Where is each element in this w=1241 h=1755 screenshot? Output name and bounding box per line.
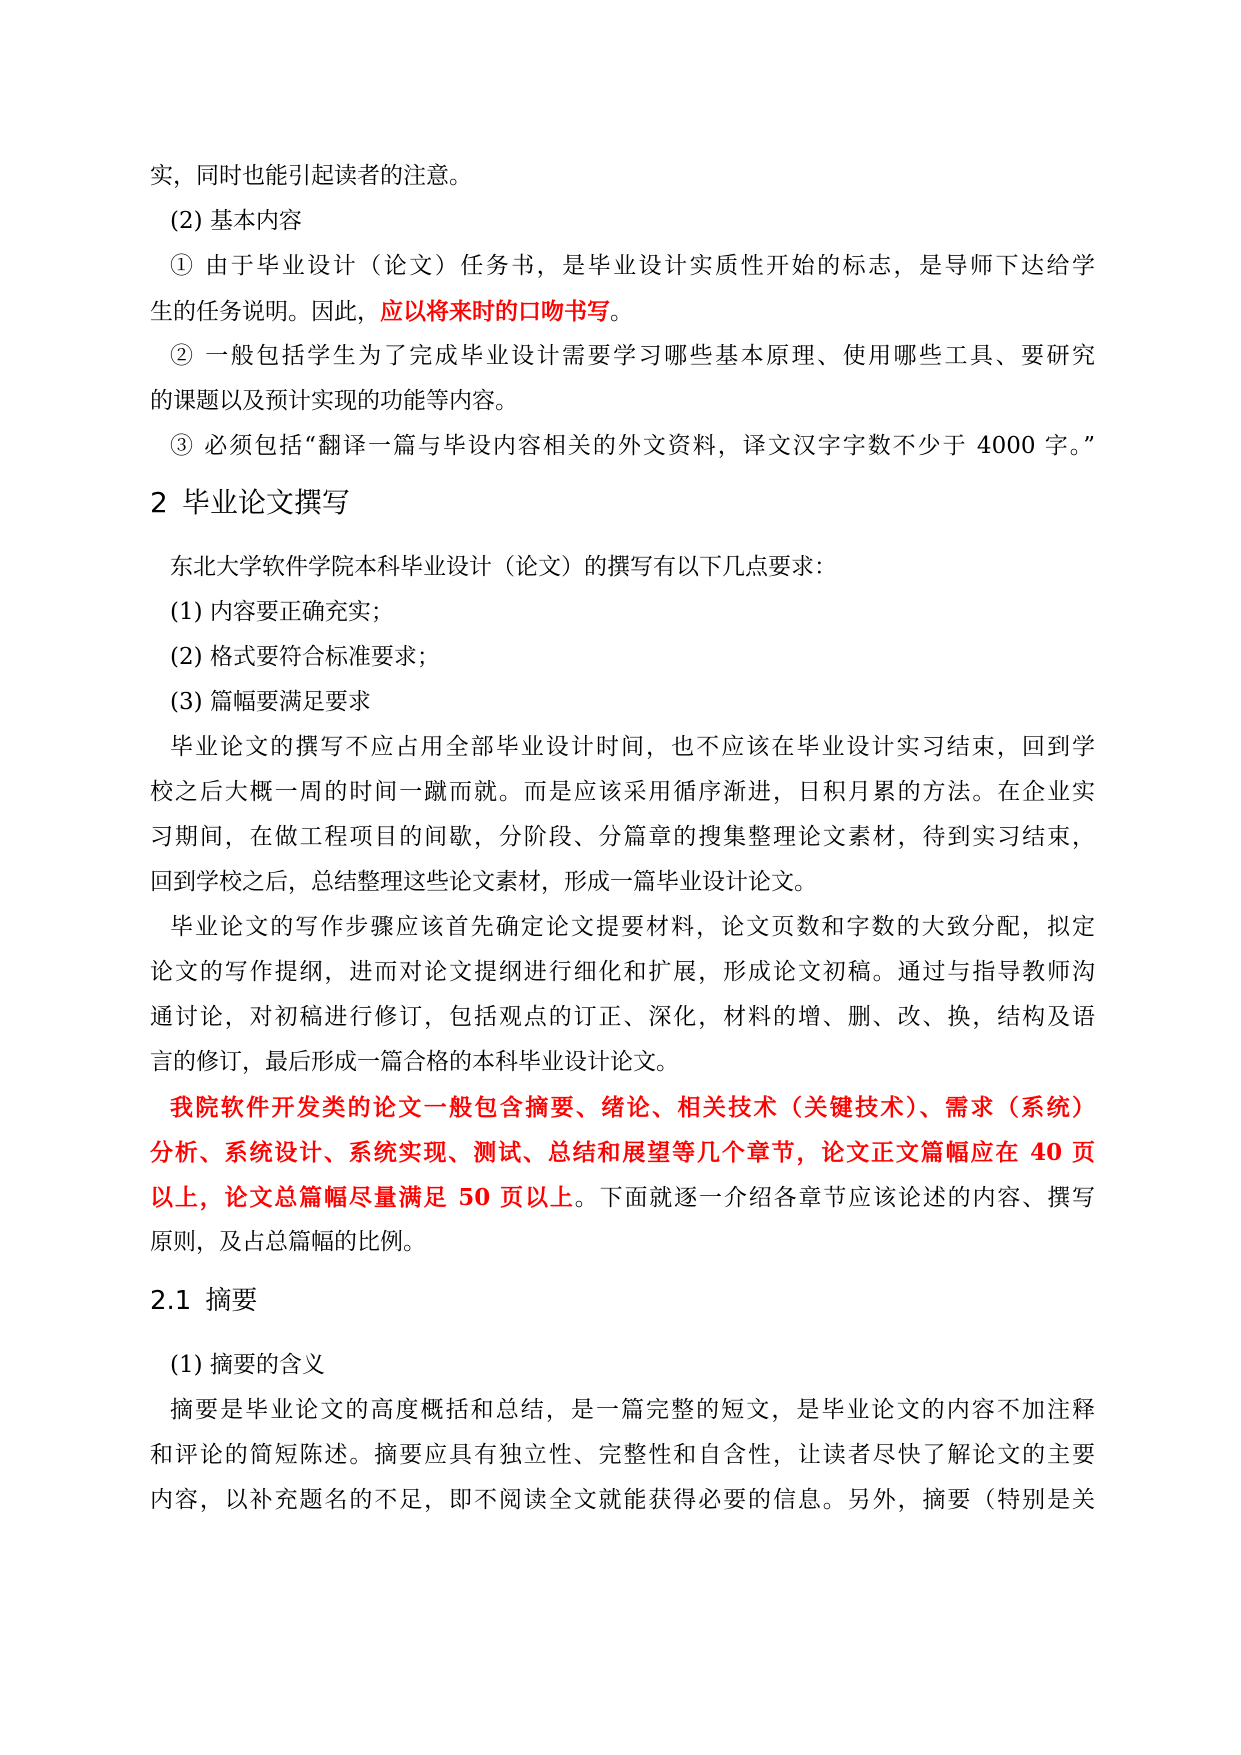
- section-intro: 东北大学软件学院本科毕业设计（论文）的撰写有以下几点要求：: [170, 554, 837, 580]
- section-title: 摘要: [205, 1286, 258, 1316]
- section-heading-2: [150, 483, 1095, 523]
- paragraph-2-line-3: 通讨论，对初稿进行修订，包括观点的订正、深化，材料的增、删、改、换，结构及语: [150, 1004, 1095, 1030]
- requirement-2: (2) 格式要符合标准要求；: [170, 644, 440, 670]
- paragraph-2-line-1: 毕业论文的写作步骤应该首先确定论文提要材料，论文页数和字数的大致分配，拟定: [170, 914, 1095, 940]
- list-item-1-line-1: ① 由于毕业设计（论文）任务书，是毕业设计实质性开始的标志，是导师下达给学: [170, 253, 1095, 279]
- paragraph-3-line-1: 我院软件开发类的论文一般包含摘要、绪论、相关技术（关键技术）、需求（系统）: [170, 1094, 1095, 1121]
- paragraph-4-line-3: 内容，以补充题名的不足，即不阅读全文就能获得必要的信息。另外，摘要（特别是关: [150, 1487, 1095, 1513]
- document-page: [150, 154, 1095, 1523]
- highlighted-text: 以上，论文总篇幅尽量满足 50 页以上: [150, 1184, 575, 1211]
- paragraph-line: 实，同时也能引起读者的注意。: [150, 163, 472, 189]
- requirement-3: (3) 篇幅要满足要求: [170, 689, 371, 715]
- requirement-1: (1) 内容要正确充实；: [170, 599, 394, 625]
- paragraph-1-line-4: 回到学校之后，总结整理这些论文素材，形成一篇毕业设计论文。: [150, 869, 817, 895]
- section-heading-2-1: [150, 1281, 1095, 1321]
- paragraph-1-line-2: 校之后大概一周的时间一蹴而就。而是应该采用循序渐进，日积月累的方法。在企业实: [150, 779, 1095, 805]
- list-item-1-line-2: [150, 289, 1095, 334]
- section-number: 2: [150, 486, 168, 519]
- plain-text: 。下面就逐一介绍各章节应该论述的内容、撰写: [574, 1185, 1095, 1211]
- paragraph-2-line-4: 言的修订，最后形成一篇合格的本科毕业设计论文。: [150, 1049, 679, 1075]
- paragraph-3-line-4: 原则，及占总篇幅的比例。: [150, 1229, 426, 1255]
- section-number: 2.1: [150, 1286, 192, 1316]
- plain-text: 。: [610, 299, 633, 325]
- list-item-3: ③ 必须包括“翻译一篇与毕设内容相关的外文资料，译文汉字字数不少于 4000 字。”: [170, 433, 1095, 459]
- highlighted-text: 应以将来时的口吻书写: [380, 298, 610, 325]
- section-title: 毕业论文撰写: [181, 486, 350, 519]
- paragraph-4-line-1: 摘要是毕业论文的高度概括和总结，是一篇完整的短文，是毕业论文的内容不加注释: [170, 1397, 1095, 1423]
- paragraph-3-line-2: 分析、系统设计、系统实现、测试、总结和展望等几个章节，论文正文篇幅应在 40 页: [150, 1139, 1095, 1166]
- paragraph-3-line-3: [150, 1175, 1095, 1220]
- plain-text: 生的任务说明。因此，: [150, 299, 380, 325]
- paragraph-2-line-2: 论文的写作提纲，进而对论文提纲进行细化和扩展，形成论文初稿。通过与指导教师沟: [150, 959, 1095, 985]
- paragraph-4-line-2: 和评论的简短陈述。摘要应具有独立性、完整性和自含性，让读者尽快了解论文的主要: [150, 1442, 1095, 1468]
- paragraph-1-line-1: 毕业论文的撰写不应占用全部毕业设计时间，也不应该在毕业设计实习结束，回到学: [170, 734, 1095, 760]
- list-heading: (2) 基本内容: [170, 208, 302, 234]
- abstract-subheading: (1) 摘要的含义: [170, 1352, 325, 1378]
- list-item-2-line-2: 的课题以及预计实现的功能等内容。: [150, 388, 518, 414]
- paragraph-1-line-3: 习期间，在做工程项目的间歇，分阶段、分篇章的搜集整理论文素材，待到实习结束，: [150, 824, 1095, 850]
- list-item-2-line-1: ② 一般包括学生为了完成毕业设计需要学习哪些基本原理、使用哪些工具、要研究: [170, 343, 1095, 369]
